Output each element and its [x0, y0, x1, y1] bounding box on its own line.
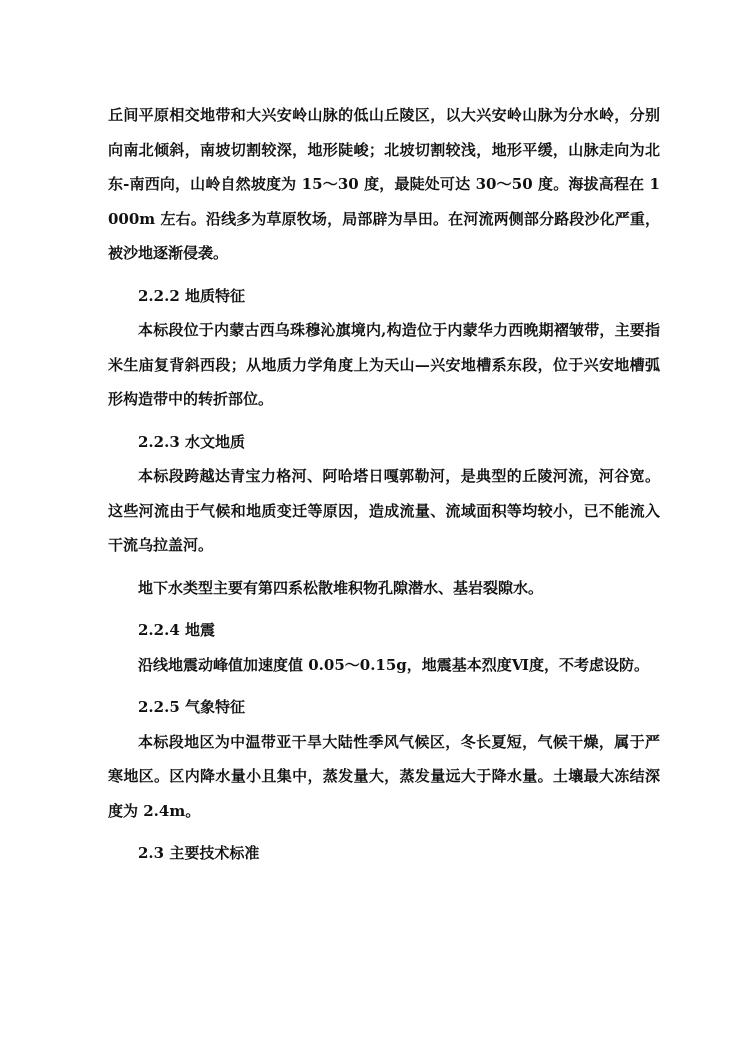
section-heading-technical-standards: 2.3 主要技术标准 [138, 844, 260, 862]
section-heading-geology: 2.2.2 地质特征 [138, 286, 245, 305]
document-body [108, 98, 660, 871]
section-heading-earthquake: 2.2.4 地震 [138, 621, 215, 639]
hydrogeology-paragraph-1: 本标段跨越达青宝力格河、阿哈塔日嘎郭勒河，是典型的丘陵河流，河谷宽。这些河流由于气候和地质变迁等原因，造成流量、流域面积等均较小，已不能流入干流乌拉盖河。 [108, 467, 660, 554]
geology-paragraph: 本标段位于内蒙古西乌珠穆沁旗境内,构造位于内蒙华力西晚期褶皱带，主要指米生庙复背斜西段；从地质力学角度上为天山—兴安地槽系东段，位于兴安地槽弧形构造带中的转折部位。 [108, 321, 660, 408]
earthquake-paragraph: 沿线地震动峰值加速度值 0.05～0.15g，地震基本烈度Ⅵ度，不考虑设防。 [138, 655, 650, 674]
section-heading-hydrogeology: 2.2.3 水文地质 [138, 432, 245, 451]
climate-paragraph: 本标段地区为中温带亚干旱大陆性季风气候区，冬长夏短，气候干燥，属于严寒地区。区内降水量小且集中，蒸发量大，蒸发量远大于降水量。土壤最大冻结深度为 2.4m。 [108, 732, 660, 820]
intro-paragraph: 丘间平原相交地带和大兴安岭山脉的低山丘陵区，以大兴安岭山脉为分水岭，分别向南北倾斜，南坡切割较深，地形陡峻；北坡切割较浅，地形平缓，山脉走向为北东-南西向，山岭自然坡度为 15～30 度，最陡处可达 30～50 度。海拔高程在 1000m 左右。沿线多为草原牧场，局部辟为旱田。在河流两侧部分路段沙化严重，被沙地逐渐侵袭。 [108, 106, 660, 262]
section-heading-climate: 2.2.5 气象特征 [138, 698, 245, 716]
hydrogeology-paragraph-2: 地下水类型主要有第四系松散堆积物孔隙潜水、基岩裂隙水。 [138, 578, 544, 597]
